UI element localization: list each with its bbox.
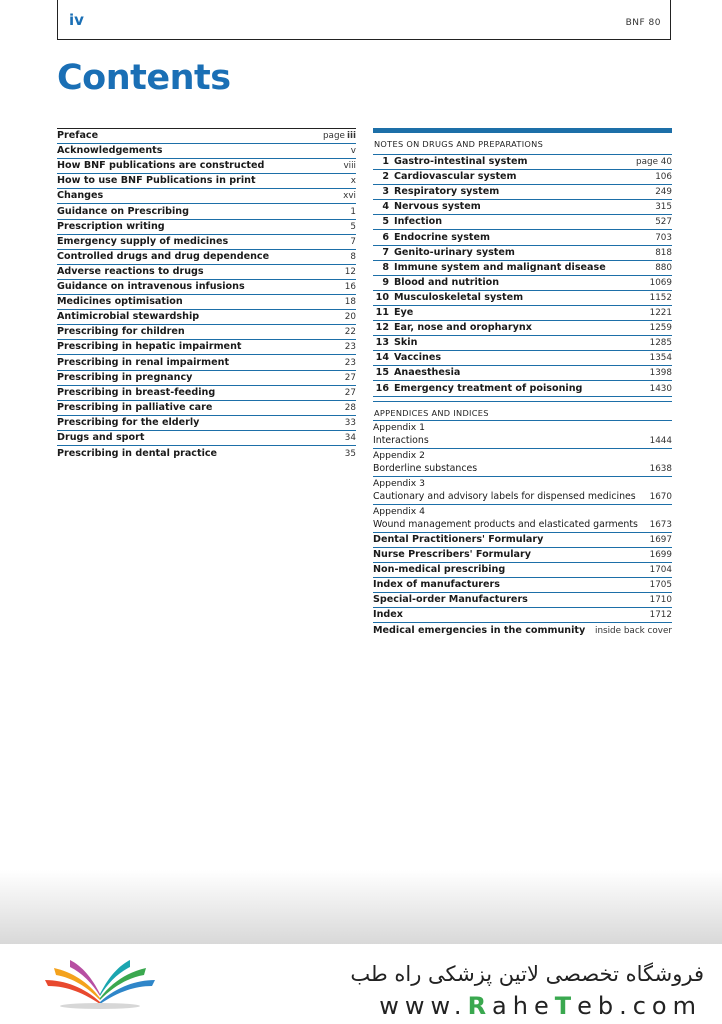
chapter-entry[interactable] bbox=[373, 215, 672, 230]
index-entry[interactable] bbox=[373, 563, 672, 578]
right-column bbox=[373, 128, 672, 638]
chapter-title-wrap bbox=[373, 261, 606, 275]
appendix-page: 1444 bbox=[649, 435, 672, 446]
chapter-page: page 40 bbox=[636, 157, 672, 168]
index-entry[interactable] bbox=[373, 578, 672, 593]
appendix-name: Interactions bbox=[373, 434, 429, 446]
toc-entry-page: 34 bbox=[344, 432, 356, 443]
toc-entry-label: Prescription writing bbox=[57, 220, 165, 232]
appendix-entry[interactable] bbox=[373, 505, 672, 533]
chapter-title: Ear, nose and oropharynx bbox=[394, 322, 532, 334]
chapter-title-wrap bbox=[373, 170, 517, 184]
chapter-number: 3 bbox=[382, 186, 389, 198]
toc-entry[interactable] bbox=[57, 250, 356, 265]
chapter-page: 249 bbox=[655, 187, 672, 198]
chapter-title-wrap bbox=[373, 200, 481, 214]
chapter-entry[interactable] bbox=[373, 366, 672, 381]
toc-entry[interactable] bbox=[57, 310, 356, 325]
chapter-page: 106 bbox=[655, 172, 672, 183]
toc-entry-page: 7 bbox=[350, 236, 356, 247]
index-entry[interactable] bbox=[373, 533, 672, 548]
toc-entry-label: Medicines optimisation bbox=[57, 296, 183, 308]
toc-entry[interactable] bbox=[57, 386, 356, 401]
index-entry[interactable] bbox=[373, 548, 672, 563]
chapter-title: Infection bbox=[394, 216, 443, 228]
toc-entry[interactable] bbox=[57, 431, 356, 446]
appendix-page: 1673 bbox=[649, 519, 672, 530]
url-suffix: eb.com bbox=[577, 992, 702, 1020]
appendix-line bbox=[373, 518, 672, 532]
chapter-number: 11 bbox=[375, 307, 389, 319]
appendix-entry[interactable] bbox=[373, 421, 672, 449]
toc-entry-page: 35 bbox=[344, 449, 356, 460]
toc-entry[interactable] bbox=[57, 295, 356, 310]
toc-entry-label: Prescribing in pregnancy bbox=[57, 371, 193, 383]
toc-entry-page: xvi bbox=[343, 191, 356, 202]
toc-entry-page: 12 bbox=[344, 266, 356, 277]
toc-entry-page: 5 bbox=[350, 221, 356, 232]
toc-entry-page: 27 bbox=[344, 372, 356, 383]
appendix-name: Cautionary and advisory labels for dispensed medicines bbox=[373, 490, 636, 502]
url-mid: ahe bbox=[492, 992, 555, 1020]
url-accent-r: R bbox=[467, 992, 493, 1020]
index-page: 1710 bbox=[649, 594, 672, 605]
index-label: Medical emergencies in the community bbox=[373, 625, 586, 637]
toc-entry-page: 33 bbox=[344, 417, 356, 428]
chapter-number: 4 bbox=[382, 201, 389, 213]
chapter-entry[interactable] bbox=[373, 185, 672, 200]
chapter-title: Vaccines bbox=[394, 352, 442, 364]
url-accent-t: T bbox=[554, 992, 578, 1020]
appendix-number: Appendix 4 bbox=[373, 505, 426, 517]
toc-entry-page: viii bbox=[343, 161, 356, 172]
chapter-title: Endocrine system bbox=[394, 231, 490, 243]
chapter-page: 818 bbox=[655, 247, 672, 258]
chapter-number: 8 bbox=[382, 261, 389, 273]
appendix-entry[interactable] bbox=[373, 477, 672, 505]
index-label: Index bbox=[373, 609, 403, 621]
toc-entry-label: Prescribing in hepatic impairment bbox=[57, 341, 242, 353]
index-label: Index of manufacturers bbox=[373, 578, 500, 590]
chapter-title: Immune system and malignant disease bbox=[394, 261, 606, 273]
chapter-title: Anaesthesia bbox=[394, 367, 461, 379]
chapter-title-wrap bbox=[373, 321, 532, 335]
appendices-heading: APPENDICES AND INDICES bbox=[373, 401, 672, 421]
index-page: 1704 bbox=[649, 564, 672, 575]
index-label: Special-order Manufacturers bbox=[373, 593, 528, 605]
toc-entry[interactable] bbox=[57, 340, 356, 355]
chapter-number: 16 bbox=[375, 382, 389, 394]
chapter-title: Nervous system bbox=[394, 201, 481, 213]
toc-entry-label: Controlled drugs and drug dependence bbox=[57, 250, 270, 262]
toc-entry-label: How to use BNF Publications in print bbox=[57, 175, 256, 187]
toc-entry-page: 16 bbox=[344, 282, 356, 293]
chapter-number: 7 bbox=[382, 246, 389, 258]
toc-entry-label: Acknowledgements bbox=[57, 145, 163, 157]
chapter-page: 880 bbox=[655, 262, 672, 273]
chapter-page: 527 bbox=[655, 217, 672, 228]
chapter-title-wrap bbox=[373, 336, 417, 350]
toc-entry-page: 22 bbox=[344, 327, 356, 338]
chapter-title: Skin bbox=[394, 337, 418, 349]
index-entry[interactable] bbox=[373, 608, 672, 623]
appendix-list bbox=[373, 421, 672, 533]
chapter-entry[interactable] bbox=[373, 336, 672, 351]
chapter-title-wrap bbox=[373, 155, 527, 169]
toc-entry-page: 20 bbox=[344, 312, 356, 323]
chapter-title-wrap bbox=[373, 382, 582, 396]
appendix-line bbox=[373, 490, 672, 504]
appendix-number: Appendix 1 bbox=[373, 421, 426, 433]
chapter-page: 1152 bbox=[649, 292, 672, 303]
footer-fade bbox=[0, 870, 722, 945]
toc-entry-page: 23 bbox=[344, 357, 356, 368]
appendix-entry[interactable] bbox=[373, 449, 672, 477]
toc-entry-label: Adverse reactions to drugs bbox=[57, 265, 204, 277]
toc-entry-page: 18 bbox=[344, 297, 356, 308]
toc-entry[interactable] bbox=[57, 144, 356, 159]
chapter-entry[interactable] bbox=[373, 246, 672, 261]
toc-entry-page: x bbox=[350, 176, 356, 187]
toc-entry[interactable] bbox=[57, 189, 356, 204]
shop-name: فروشگاه تخصصی لاتین پزشکی راه طب bbox=[350, 962, 704, 986]
chapter-title: Respiratory system bbox=[394, 186, 500, 198]
index-label: Dental Practitioners' Formulary bbox=[373, 533, 544, 545]
index-label: Nurse Prescribers' Formulary bbox=[373, 548, 531, 560]
chapter-page: 1221 bbox=[649, 308, 672, 319]
chapter-page: 1354 bbox=[649, 353, 672, 364]
toc-entry-label: Changes bbox=[57, 190, 104, 202]
page-value: iii bbox=[346, 131, 356, 142]
toc-entry[interactable] bbox=[57, 265, 356, 280]
index-page: 1705 bbox=[649, 579, 672, 590]
chapter-number: 6 bbox=[382, 231, 389, 243]
index-entry[interactable] bbox=[373, 623, 672, 638]
chapter-entry[interactable] bbox=[373, 351, 672, 366]
url-prefix: www. bbox=[379, 992, 468, 1020]
chapter-page: 703 bbox=[655, 232, 672, 243]
chapter-page: 1259 bbox=[649, 323, 672, 334]
chapter-number: 10 bbox=[375, 291, 389, 303]
page-word: page bbox=[322, 131, 345, 142]
toc-entry-label: Guidance on Prescribing bbox=[57, 205, 189, 217]
chapter-title-wrap bbox=[373, 246, 515, 260]
chapter-title: Eye bbox=[394, 307, 414, 319]
footer bbox=[0, 944, 722, 1024]
chapter-page: 1430 bbox=[649, 383, 672, 394]
appendix-number: Appendix 3 bbox=[373, 477, 426, 489]
toc-entry-label: Prescribing for the elderly bbox=[57, 416, 200, 428]
chapter-title: Gastro-intestinal system bbox=[394, 156, 528, 168]
chapter-list bbox=[373, 155, 672, 397]
toc-entry-page: 8 bbox=[350, 251, 356, 262]
toc-entry-label: Antimicrobial stewardship bbox=[57, 311, 200, 323]
toc-entry[interactable] bbox=[57, 446, 356, 461]
toc-entry[interactable] bbox=[57, 129, 356, 144]
index-page: 1699 bbox=[649, 549, 672, 560]
chapter-number: 14 bbox=[375, 352, 389, 364]
chapter-entry[interactable] bbox=[373, 381, 672, 396]
toc-entry[interactable] bbox=[57, 325, 356, 340]
chapter-entry[interactable] bbox=[373, 261, 672, 276]
toc-entry-label: Emergency supply of medicines bbox=[57, 235, 229, 247]
toc-entry-label: How BNF publications are constructed bbox=[57, 160, 265, 172]
chapter-title-wrap bbox=[373, 185, 499, 199]
appendix-page: 1670 bbox=[649, 491, 672, 502]
chapter-entry[interactable] bbox=[373, 321, 672, 336]
index-list bbox=[373, 533, 672, 639]
chapter-number: 9 bbox=[382, 276, 389, 288]
toc-entry-label: Guidance on intravenous infusions bbox=[57, 281, 245, 293]
chapter-entry[interactable] bbox=[373, 230, 672, 245]
chapter-entry[interactable] bbox=[373, 155, 672, 170]
chapter-title-wrap bbox=[373, 366, 460, 380]
chapter-title-wrap bbox=[373, 215, 442, 229]
toc-entry[interactable] bbox=[57, 355, 356, 370]
appendix-name: Wound management products and elasticated garments bbox=[373, 518, 638, 530]
toc-entry-label: Drugs and sport bbox=[57, 431, 145, 443]
chapter-title-wrap bbox=[373, 291, 523, 305]
index-page: inside back cover bbox=[595, 626, 672, 637]
chapter-entry[interactable] bbox=[373, 306, 672, 321]
toc-entry-label: Prescribing in renal impairment bbox=[57, 356, 230, 368]
toc-entry[interactable] bbox=[57, 416, 356, 431]
index-entry[interactable] bbox=[373, 593, 672, 608]
chapter-page: 1285 bbox=[649, 338, 672, 349]
toc-entry[interactable] bbox=[57, 371, 356, 386]
website-url[interactable] bbox=[379, 992, 702, 1020]
appendix-line bbox=[373, 462, 672, 476]
index-page: 1697 bbox=[649, 534, 672, 545]
chapter-title-wrap bbox=[373, 306, 413, 320]
appendix-page: 1638 bbox=[649, 463, 672, 474]
chapter-title: Blood and nutrition bbox=[394, 276, 500, 288]
toc-entry[interactable] bbox=[57, 159, 356, 174]
toc-entry-page bbox=[323, 129, 356, 143]
chapter-page: 1398 bbox=[649, 368, 672, 379]
chapter-page: 315 bbox=[655, 202, 672, 213]
chapter-entry[interactable] bbox=[373, 170, 672, 185]
toc-entry[interactable] bbox=[57, 220, 356, 235]
toc-entry-page: 28 bbox=[344, 402, 356, 413]
chapter-number: 12 bbox=[375, 322, 389, 334]
page-title: Contents bbox=[57, 58, 231, 98]
appendix-number: Appendix 2 bbox=[373, 449, 426, 461]
toc-entry[interactable] bbox=[57, 401, 356, 416]
appendix-line bbox=[373, 434, 672, 448]
toc-entry-label: Prescribing for children bbox=[57, 326, 185, 338]
book-logo-icon bbox=[40, 958, 160, 1010]
chapter-title: Cardiovascular system bbox=[394, 171, 517, 183]
toc-entry-page: v bbox=[350, 146, 356, 157]
index-label: Non-medical prescribing bbox=[373, 563, 506, 575]
toc-entry[interactable] bbox=[57, 235, 356, 250]
toc-entry-page: 1 bbox=[350, 206, 356, 217]
chapter-title: Genito-urinary system bbox=[394, 246, 515, 258]
notes-heading: NOTES ON DRUGS AND PREPARATIONS bbox=[373, 133, 672, 155]
chapter-number: 15 bbox=[375, 367, 389, 379]
chapter-entry[interactable] bbox=[373, 276, 672, 291]
chapter-title-wrap bbox=[373, 231, 490, 245]
toc-entry-page: 23 bbox=[344, 342, 356, 353]
toc-entry[interactable] bbox=[57, 280, 356, 295]
toc-entry-label: Prescribing in dental practice bbox=[57, 448, 218, 460]
chapter-number: 2 bbox=[382, 171, 389, 183]
toc-entry[interactable] bbox=[57, 204, 356, 219]
chapter-title-wrap bbox=[373, 276, 499, 290]
chapter-title: Emergency treatment of poisoning bbox=[394, 382, 583, 394]
chapter-page: 1069 bbox=[649, 277, 672, 288]
front-matter-list bbox=[57, 128, 356, 461]
chapter-entry[interactable] bbox=[373, 291, 672, 306]
page-number: iv bbox=[69, 11, 84, 29]
edition-label: BNF 80 bbox=[625, 18, 661, 28]
chapter-number: 1 bbox=[382, 156, 389, 168]
toc-entry-label: Preface bbox=[57, 130, 99, 142]
appendix-name: Borderline substances bbox=[373, 462, 478, 474]
chapter-title-wrap bbox=[373, 351, 441, 365]
toc-entry-label: Prescribing in palliative care bbox=[57, 401, 213, 413]
page-header bbox=[57, 0, 671, 40]
toc-entry-page: 27 bbox=[344, 387, 356, 398]
toc-entry-label: Prescribing in breast-feeding bbox=[57, 386, 216, 398]
chapter-entry[interactable] bbox=[373, 200, 672, 215]
chapter-title: Musculoskeletal system bbox=[394, 291, 524, 303]
toc-entry[interactable] bbox=[57, 174, 356, 189]
chapter-number: 13 bbox=[375, 337, 389, 349]
chapter-number: 5 bbox=[382, 216, 389, 228]
index-page: 1712 bbox=[649, 610, 672, 621]
